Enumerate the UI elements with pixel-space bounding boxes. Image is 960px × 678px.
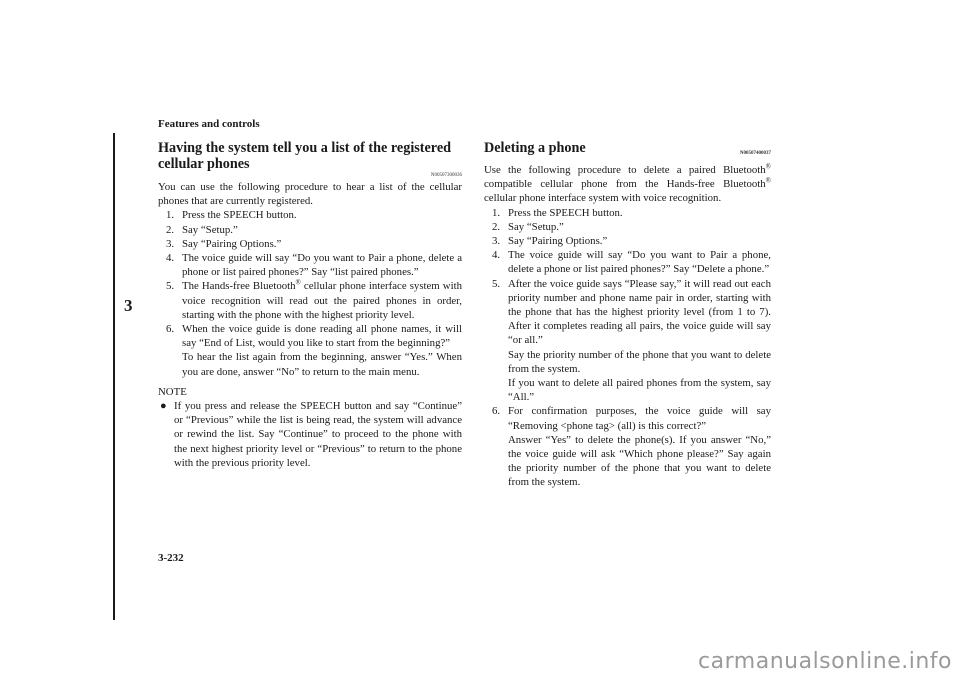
- section-code: N00507300036: [430, 173, 462, 178]
- step-text: Press the SPEECH button.: [508, 206, 623, 219]
- step-text: The voice guide will say “Do you want to Pair a phone, delete a phone or list paired phones?” Say “Delete a phone.”: [508, 249, 771, 276]
- step-number: 5.: [492, 277, 501, 290]
- step-number: 1.: [492, 206, 501, 219]
- step-number: 3.: [166, 237, 175, 250]
- step-text: When the voice guide is done reading all phone names, it will say “End of List, would you like to start from the beginning?”: [182, 323, 462, 350]
- step-number: 6.: [166, 323, 175, 336]
- step-text: Say the priority number of the phone that you want to delete from the system.: [508, 348, 771, 375]
- intro-paragraph: [484, 163, 771, 206]
- step-text: The voice guide will say “Do you want to Pair a phone, delete a phone or list paired phones?” Say “list paired phones.”: [182, 252, 462, 279]
- step-text: Say “Setup.”: [182, 223, 238, 236]
- section-code: N00507400037: [739, 151, 771, 156]
- step-text: Press the SPEECH button.: [182, 209, 297, 222]
- section-title-list-phones: Having the system tell you a list of the registered cellular phones: [158, 140, 452, 172]
- step-number: 1.: [166, 209, 175, 222]
- procedure-list: [158, 208, 462, 378]
- page-number: 3-232: [158, 552, 184, 564]
- section-title-delete-phone: [484, 140, 771, 156]
- note-label: NOTE: [158, 385, 187, 398]
- list-item: [158, 208, 462, 222]
- list-item: [484, 277, 771, 405]
- step-number: 6.: [492, 405, 501, 418]
- step-text: Say “Setup.”: [508, 220, 564, 233]
- step-number: 5.: [166, 280, 175, 293]
- chapter-divider: [113, 133, 115, 620]
- right-column: [484, 140, 771, 490]
- step-text: [182, 279, 462, 322]
- bullet-icon: ●: [160, 400, 167, 413]
- step-text: Answer “Yes” to delete the phone(s). If you answer “No,” the voice guide will ask “Which phone please?” Say again the priority number of the phone that you want to delete from the system.: [508, 433, 771, 489]
- list-item: [484, 206, 771, 220]
- note-item: [158, 399, 462, 470]
- list-item: [484, 220, 771, 234]
- step-text: For confirmation purposes, the voice guide will say “Removing <phone tag> (all) is this correct?”: [508, 405, 771, 432]
- list-item: [484, 404, 771, 489]
- list-item: [158, 223, 462, 237]
- step-text-part: The Hands-free Bluetooth: [182, 280, 296, 293]
- left-column: [158, 140, 462, 470]
- list-item: [484, 248, 771, 276]
- chapter-number: 3: [124, 296, 133, 315]
- step-number: 4.: [492, 249, 501, 262]
- intro-paragraph: You can use the following procedure to hear a list of the cellular phones that are currently registered.: [158, 181, 462, 208]
- section-title-text: Deleting a phone: [484, 140, 586, 156]
- step-text: Say “Pairing Options.”: [182, 237, 282, 250]
- intro-text: Use the following procedure to delete a paired Bluetooth: [484, 164, 766, 176]
- step-text: To hear the list again from the beginning, answer “Yes.” When you are done, answer “No” to return to the main menu.: [182, 351, 462, 378]
- step-number: 4.: [166, 252, 175, 265]
- step-text: Say “Pairing Options.”: [508, 235, 608, 248]
- registered-mark: ®: [765, 162, 771, 171]
- intro-text: compatible cellular phone from the Hands-free Bluetooth: [484, 178, 766, 191]
- watermark: carmanualsonline.info: [698, 649, 952, 674]
- list-item: [484, 234, 771, 248]
- list-item: [158, 279, 462, 322]
- note-text: If you press and release the SPEECH button and say “Continue” or “Previous” while the list is being read, the system will advance or rewind the list. Say “Continue” to proceed to the phone with the next highest priority level or “Previous” to return to the phone with the previous priority level.: [174, 400, 462, 469]
- registered-mark: ®: [765, 176, 771, 185]
- procedure-list: [484, 206, 771, 490]
- list-item: [158, 237, 462, 251]
- step-text-part: cellular phone interface system with voice recognition will read out the paired phones in order, starting with the phone with the highest priority level.: [182, 280, 462, 321]
- intro-text: cellular phone interface system with voice recognition.: [484, 192, 722, 205]
- step-number: 2.: [492, 220, 501, 233]
- running-header: Features and controls: [158, 118, 260, 130]
- list-item: [158, 251, 462, 279]
- step-text: After the voice guide says “Please say,” it will read out each priority number and phone name pair in order, starting with the phone that has the highest priority level (from 1 to 7). After it completes reading all pairs, the voice guide will say “or all.”: [508, 277, 771, 347]
- registered-mark: ®: [295, 278, 301, 287]
- step-number: 3.: [492, 235, 501, 248]
- step-text: If you want to delete all paired phones from the system, say “All.”: [508, 377, 771, 404]
- list-item: [158, 322, 462, 379]
- step-number: 2.: [166, 223, 175, 236]
